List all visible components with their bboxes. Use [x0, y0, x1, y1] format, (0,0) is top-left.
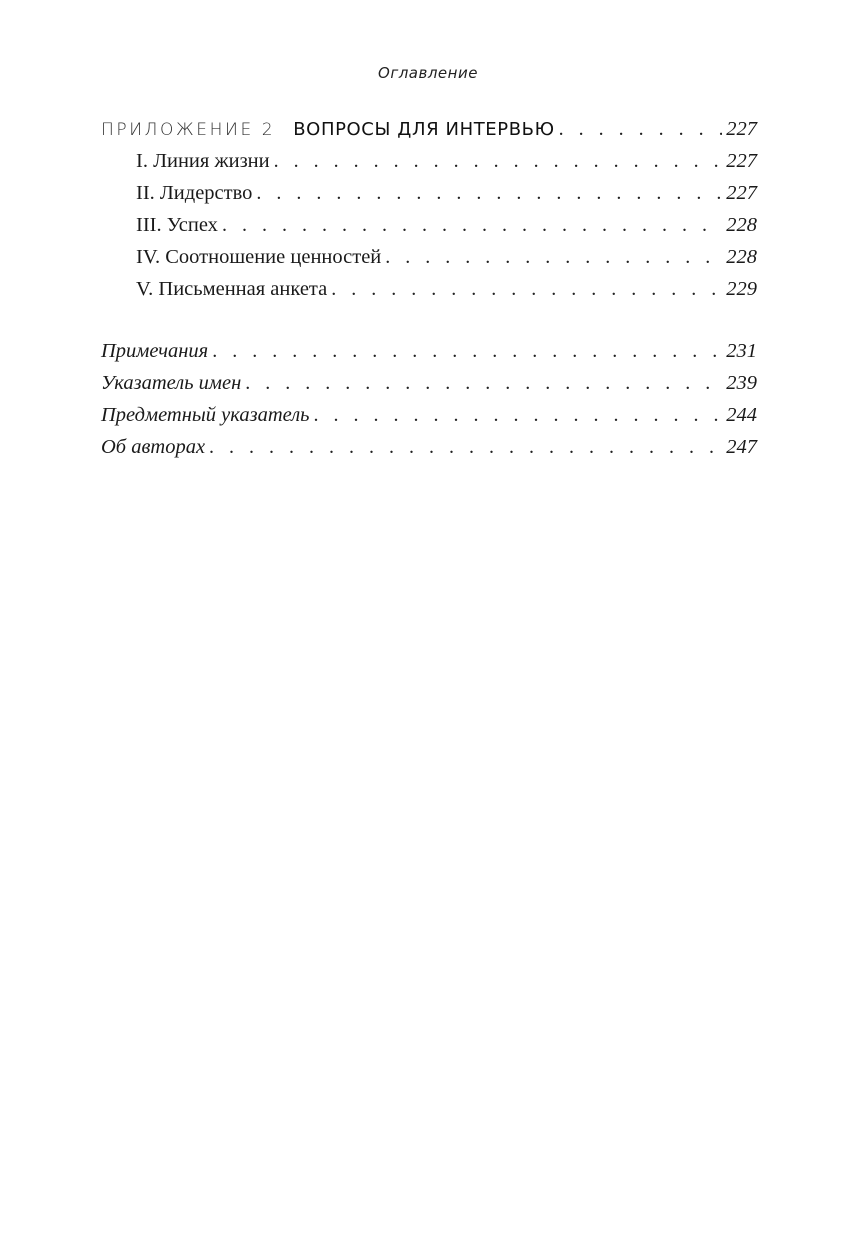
- section-gap: [101, 305, 757, 335]
- dot-leader: [385, 241, 722, 273]
- entry-title: V. Письменная анкета: [136, 278, 328, 300]
- dot-leader: [212, 335, 722, 367]
- dot-leader: [274, 145, 723, 177]
- toc-entry[interactable]: [101, 273, 757, 305]
- dot-leader: [559, 113, 723, 145]
- page-number: 247: [726, 436, 757, 458]
- page-number: 231: [726, 340, 757, 362]
- entry-title: II. Лидерство: [136, 182, 253, 204]
- page-number: 228: [726, 214, 757, 236]
- page-number: 227: [726, 182, 757, 204]
- toc-entry[interactable]: [101, 241, 757, 273]
- page-number: 227: [726, 150, 757, 172]
- page-number: 229: [726, 278, 757, 300]
- running-header: Оглавление: [378, 64, 478, 82]
- page-number: 228: [726, 246, 757, 268]
- toc-entry[interactable]: [101, 177, 757, 209]
- dot-leader: [331, 273, 722, 305]
- toc-entry[interactable]: [101, 209, 757, 241]
- entry-title: Указатель имен: [101, 372, 242, 394]
- table-of-contents: [101, 113, 757, 463]
- dot-leader: [245, 367, 722, 399]
- dot-leader: [314, 399, 723, 431]
- toc-entry-subject-index[interactable]: [101, 399, 757, 431]
- toc-entry-about-authors[interactable]: [101, 431, 757, 463]
- page-number: 244: [726, 404, 757, 426]
- entry-title: Примечания: [101, 340, 209, 362]
- entry-title: IV. Соотношение ценностей: [136, 246, 382, 268]
- toc-entry-notes[interactable]: [101, 335, 757, 367]
- dot-leader: [209, 431, 722, 463]
- entry-title: III. Успех: [136, 214, 218, 236]
- toc-entry[interactable]: [101, 145, 757, 177]
- dot-leader: [222, 209, 722, 241]
- entry-title: I. Линия жизни: [136, 150, 270, 172]
- entry-title: Об авторах: [101, 436, 206, 458]
- toc-entry-name-index[interactable]: [101, 367, 757, 399]
- dot-leader: [256, 177, 722, 209]
- appendix-label: ПРИЛОЖЕНИЕ 2: [101, 120, 276, 140]
- page-number: 239: [726, 372, 757, 394]
- entry-title: Предметный указатель: [101, 404, 310, 426]
- page-number: 227: [726, 118, 757, 140]
- appendix-title: ВОПРОСЫ ДЛЯ ИНТЕРВЬЮ: [293, 119, 555, 140]
- toc-entry-appendix[interactable]: [101, 113, 757, 145]
